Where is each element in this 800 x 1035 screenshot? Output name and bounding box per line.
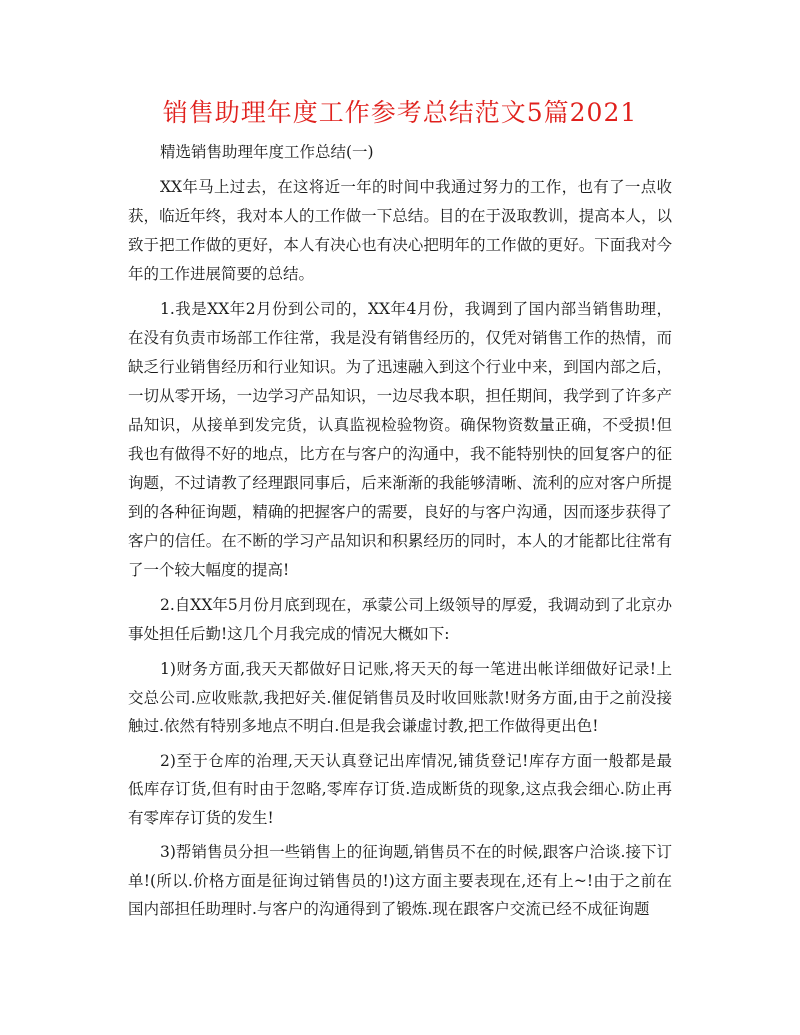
paragraph-intro: XX年马上过去，在这将近一年的时间中我通过努力的工作，也有了一点收获，临近年终，我对本人的工作做一下总结。目的在于汲取教训，提高本人，以致于把工作做的更好，本人有决心也有决心把明年的工作做的更好。下面我对今年的工作进展简要的总结。 [128, 178, 672, 283]
paragraph-item-2: 2.自XX年5月份月底到现在，承蒙公司上级领导的厚爱，我调动到了北京办事处担任后勤!这几个月我完成的情况大概如下: [128, 596, 672, 643]
section-subtitle: 精选销售助理年度工作总结(一) [160, 143, 374, 161]
paragraph-warehouse: 2)至于仓库的治理,天天认真登记出库情况,铺货登记!库存方面一般都是最低库存订货,但有时由于忽略,零库存订货.造成断货的现象,这点我会细心.防止再有零库存订货的发生! [128, 751, 672, 827]
paragraph-finance: 1)财务方面,我天天都做好日记账,将天天的每一笔进出帐详细做好记录!上交总公司.应收账款,我把好关.催促销售员及时收回账款!财务方面,由于之前没接触过.依然有特别多地点不明白.但是我会谦虚讨教,把工作做得更出色! [128, 660, 672, 735]
paragraph-item-1: 1.我是XX年2月份到公司的，XX年4月份，我调到了国内部当销售助理，在没有负责市场部工作往常，我是没有销售经历的，仅凭对销售工作的热情，而缺乏行业销售经历和行业知识。为了迅速融入到这个行业中来，到国内部之后，一切从零开场，一边学习产品知识，一边尽我本职，担任期间，我学到了许多产品知识，从接单到发完货，认真监视检验物资。确保物资数量正确，不受损!但我也有做得不好的地点，比方在与客户的沟通中，我不能特别快的回复客户的征询题，不过请教了经理跟同事后，后来渐渐的我能够清晰、流利的应对客户所提到的各种征询题，精确的把握客户的需要，良好的与客户沟通，因而逐步获得了客户的信任。在不断的学习产品知识和积累经历的同时，本人的才能都比往常有了一个较大幅度的提高! [128, 300, 672, 579]
document-title: 销售助理年度工作参考总结范文5篇2021 [162, 98, 638, 127]
paragraph-sales-support: 3)帮销售员分担一些销售上的征询题,销售员不在的时候,跟客户洽谈.接下订单!(所以.价格方面是征询过销售员的!)这方面主要表现在,还有上~!由于之前在国内部担任助理时.与客户的沟通得到了锻炼.现在跟客户交流已经不成征询题 [128, 843, 672, 918]
